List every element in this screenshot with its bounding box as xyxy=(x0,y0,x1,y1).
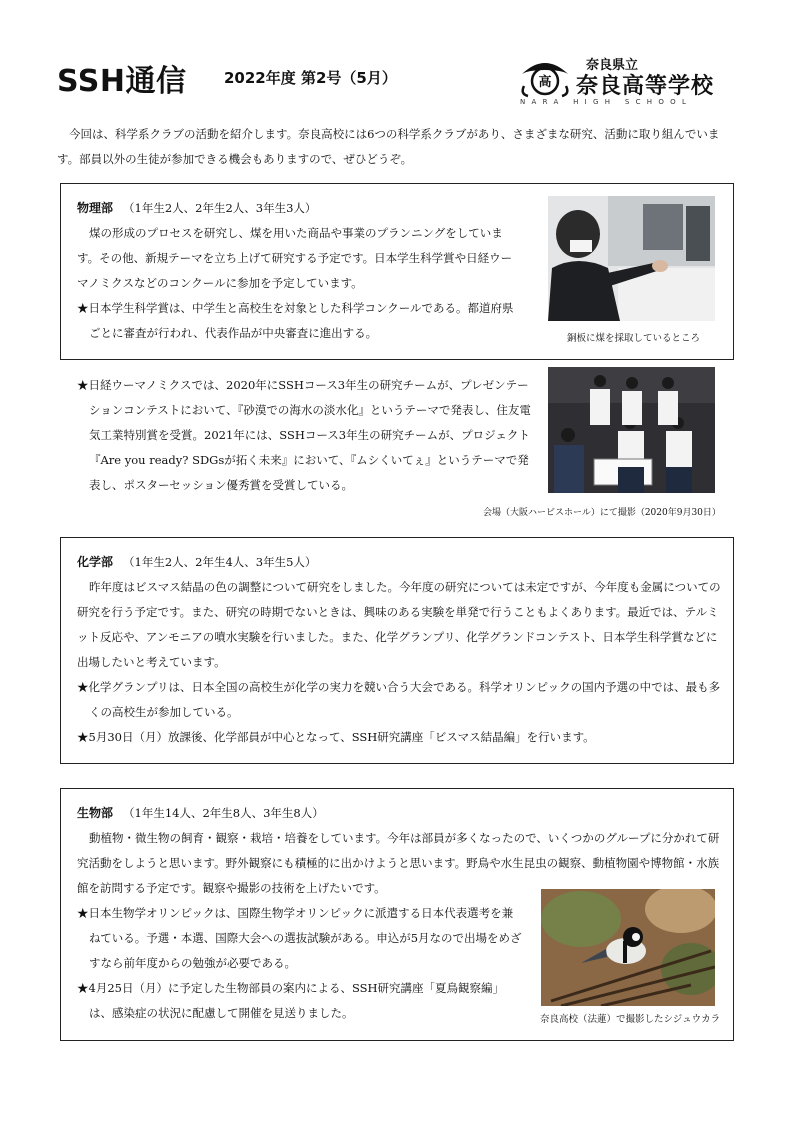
biology-note-2: ★4月25日（月）に予定した生物部員の案内による、SSH研究講座「夏鳥観察編」は、感染症の状況に配慮して開催を見送りました。 xyxy=(77,981,505,1020)
biology-heading xyxy=(77,801,723,826)
award-photo-icon xyxy=(548,367,715,493)
logo-roman: NARA HIGH SCHOOL xyxy=(520,98,693,106)
physics-photo-1-caption: 銅板に煤を採取しているところ xyxy=(567,333,701,344)
chemistry-note-2: ★5月30日（月）放課後、化学部員が中心となって、SSH研究講座「ビスマス結晶編」を行います。 xyxy=(77,730,595,744)
biology-members: （1年生14人、2年生8人、3年生8人） xyxy=(123,806,324,820)
biology-body: 動植物・微生物の飼育・観察・栽培・培養をしています。今年は部員が多くなったので、いくつかのグループに分かれて研究活動をしようと思います。野外観察にも積極的に出かけようと思います。野鳥や水生昆虫の観察、動植物園や博物館・水族館を訪問する予定です。観察や撮影の技術を上げたいです。 xyxy=(77,831,720,895)
emblem-char: 高 xyxy=(538,75,552,90)
bird-photo-icon xyxy=(541,889,715,1006)
physics-photo-2 xyxy=(548,367,715,493)
biology-text xyxy=(77,801,723,901)
logo-school-name: 奈良高等学校 xyxy=(576,74,715,99)
school-logo xyxy=(518,52,738,110)
logo-prefecture: 奈良県立 xyxy=(586,58,639,73)
physics-text xyxy=(77,196,517,346)
chemistry-body: 昨年度はビスマス結晶の色の調整について研究をしました。今年度の研究については未定ですが、今年度も金属についての研究を行う予定です。また、研究の時期でないときは、興味のある実験を単発で行うこともよくあります。最近では、テルミット反応や、アンモニアの噴水実験を行いました。また、化学グランプリ、化学グランドコンテスト、日本学生科学賞などに出場したいと考えています。 xyxy=(77,580,721,669)
issue-label: 2022年度 第2号（5月） xyxy=(224,69,397,87)
physics-note-2: ★日経ウーマノミクスでは、2020年にSSHコース3年生の研究チームが、プレゼンテーションコンテストにおいて、『砂漠での海水の淡水化』というテーマで発表し、住友電気工業特別賞を受賞。2021年には、SSHコース3年生の研究チームが、プロジェクト『Are you ready? SDGsが拓く未来』において、『ムシくいてぇ』というテーマで発表し、ポスターセッション優秀賞を受賞している。 xyxy=(77,378,531,492)
lab-photo-icon xyxy=(548,196,715,321)
biology-photo xyxy=(541,889,715,1006)
physics-photo-1 xyxy=(548,196,715,321)
chemistry-heading xyxy=(77,550,723,575)
physics-body: 煤の形成のプロセスを研究し、煤を用いた商品や事業のプランニングをしています。その他、新規テーマを立ち上げて研究する予定です。日本学生科学賞や日経ウーマノミクスなどのコンクールに参加を予定しています。 xyxy=(77,226,513,290)
biology-name: 生物部 xyxy=(77,806,114,820)
chemistry-text xyxy=(77,550,723,750)
school-emblem-icon xyxy=(518,56,572,100)
chemistry-name: 化学部 xyxy=(77,555,114,569)
biology-photo-caption: 奈良高校（法蓮）で撮影したシジュウカラ xyxy=(540,1014,721,1025)
chemistry-members: （1年生2人、2年生4人、3年生5人） xyxy=(123,555,317,569)
physics-name: 物理部 xyxy=(77,201,114,215)
biology-notes xyxy=(77,901,522,1026)
physics-members: （1年生2人、2年生2人、3年生3人） xyxy=(123,201,317,215)
physics-note-1: ★日本学生科学賞は、中学生と高校生を対象とした科学コンクールである。都道府県ごとに審査が行われ、代表作品が中央審査に進出する。 xyxy=(77,301,514,340)
physics-heading xyxy=(77,196,517,221)
intro-text: 今回は、科学系クラブの活動を紹介します。奈良高校には6つの科学系クラブがあり、さまざまな研究、活動に取り組んでいます。部員以外の生徒が参加できる機会もありますので、ぜひどうぞ。 xyxy=(57,127,720,166)
physics-photo-2-caption: 会場（大阪ハービスホール）にて撮影（2020年9月30日） xyxy=(483,508,721,518)
chemistry-note-1: ★化学グランプリは、日本全国の高校生が化学の実力を競い合う大会である。科学オリンピックの国内予選の中では、最も多くの高校生が参加している。 xyxy=(77,680,721,719)
biology-note-1: ★日本生物学オリンピックは、国際生物学オリンピックに派遣する日本代表選考を兼ねている。予選・本選、国際大会への選抜試験がある。申込が5月なので出場をめざすなら前年度からの勉強が必要である。 xyxy=(77,906,522,970)
page-title: SSH通信 xyxy=(57,64,187,99)
